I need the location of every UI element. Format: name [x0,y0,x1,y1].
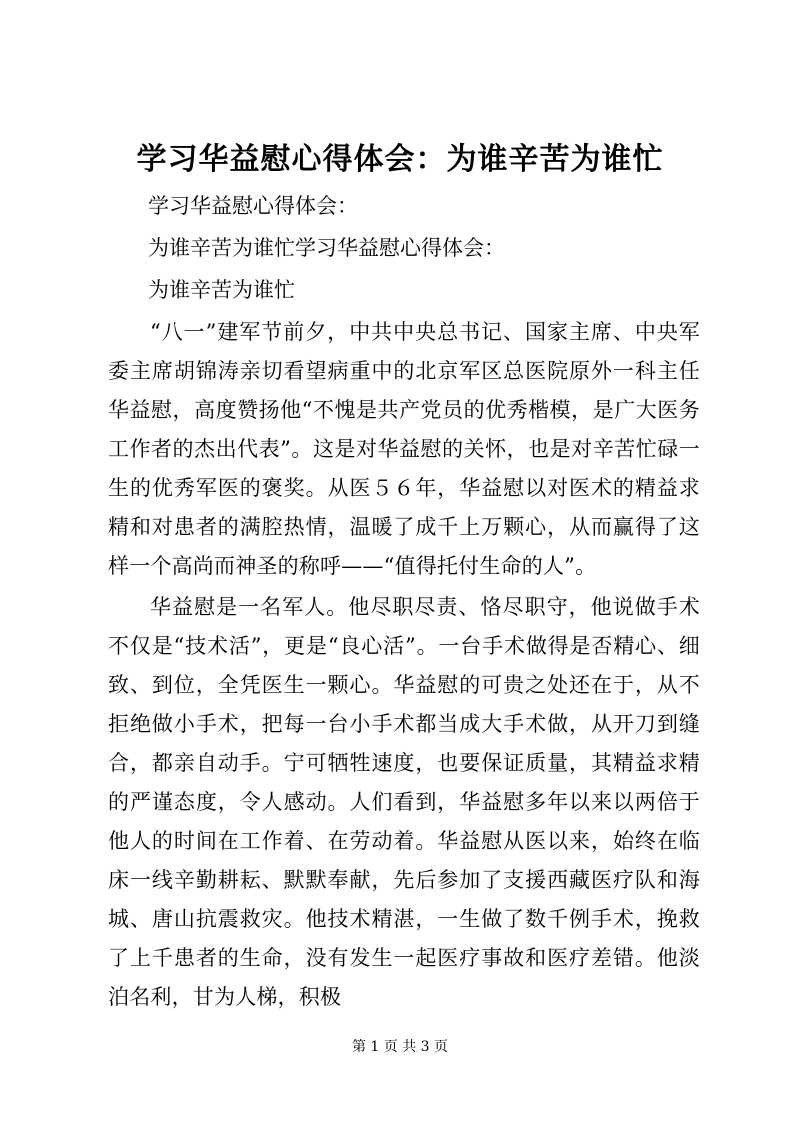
subheading-2: 为谁辛苦为谁忙学习华益慰心得体会： [148,236,505,260]
subheading-1: 学习华益慰心得体会： [148,194,358,218]
paragraph-2: 华益慰是一名军人。他尽职尽责、恪尽职守，他说做手术不仅是“技术活”，更是“良心活”。一台手术做得是否精心、细致、到位，全凭医生一颗心。华益慰的可贵之处还在于，从不拒绝做小手术，把每一台小手术都当成大手术做，从开刀到缝合，都亲自动手。宁可牺牲速度，也要保证质量，其精益求精的严谨态度，令人感动。人们看到，华益慰多年以来以两倍于他人的时间在工作着、在劳动着。华益慰从医以来，始终在临床一线辛勤耕耘、默默奉献，先后参加了支援西藏医疗队和海城、唐山抗震救灾。他技术精湛，一生做了数千例手术，挽救了上千患者的生命，没有发生一起医疗事故和医疗差错。他淡泊名利，甘为人梯，积极 [108,595,700,1009]
document-title: 学习华益慰心得体会：为谁辛苦为谁忙 [136,142,664,177]
paragraph-1: “八一”建军节前夕，中共中央总书记、国家主席、中央军委主席胡锦涛亲切看望病重中的北京军区总医院原外一科主任华益慰，高度赞扬他“不愧是共产党员的优秀楷模，是广大医务工作者的杰出代表”。这是对华益慰的关怀，也是对辛苦忙碌一生的优秀军医的褒奖。从医５６年，华益慰以对医术的精益求精和对患者的满腔热情，温暖了成千上万颗心，从而赢得了这样一个高尚而神圣的称呼——“值得托付生命的人”。 [108,320,700,578]
page-footer: 第 1 页 共 3 页 [351,1039,449,1055]
subheading-3: 为谁辛苦为谁忙 [148,278,295,302]
